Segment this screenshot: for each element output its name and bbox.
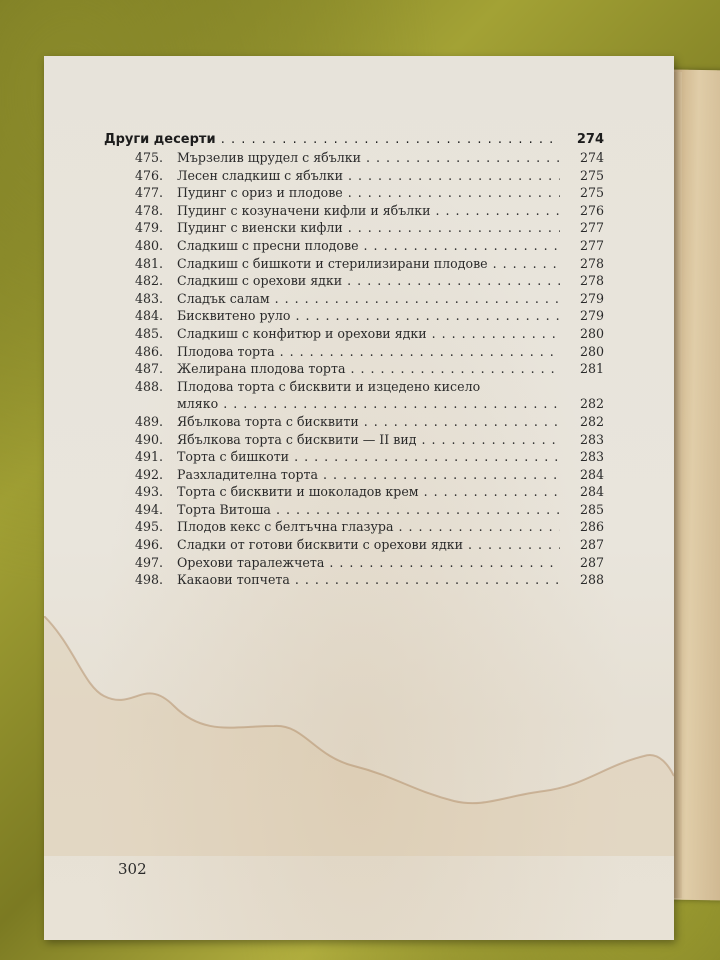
entry-page: 283: [579, 431, 604, 447]
entry-title: Лесен сладкиш с ябълки . . .: [177, 168, 560, 183]
entry-page: 284: [579, 484, 604, 500]
entry-page: 282: [579, 396, 604, 412]
toc-entry: [104, 361, 604, 379]
entry-number: 476.: [135, 167, 164, 183]
toc-entry: [104, 344, 604, 362]
entry-page: 287: [579, 537, 604, 553]
toc-entry: [104, 449, 604, 467]
entry-page: 279: [579, 290, 604, 306]
entry-title: Пудинг с козуначени кифли и ябълки . . .: [177, 203, 560, 218]
toc-entry: [104, 168, 604, 186]
entry-number: 475.: [135, 150, 164, 165]
toc-entry: [104, 414, 604, 432]
toc-entry: [104, 467, 604, 485]
entry-title: Бисквитено руло . . .: [177, 308, 560, 323]
entry-page: 282: [579, 413, 604, 429]
toc-entry: [104, 555, 604, 573]
entry-page: 277: [579, 237, 604, 253]
section-page: 274: [576, 132, 604, 147]
toc-entry: [104, 502, 604, 520]
table-of-contents: [104, 132, 604, 590]
entry-page: 278: [579, 255, 604, 271]
entry-title: Сладкиш с пресни плодове . . .: [177, 238, 560, 253]
toc-entry: [104, 379, 604, 397]
entry-number: 478.: [135, 202, 164, 218]
entry-number: 489.: [135, 413, 164, 429]
entry-number: 480.: [135, 237, 164, 253]
water-stain: [44, 616, 674, 856]
entry-title: Сладкиш с конфитюр и орехови ядки . . .: [177, 326, 560, 341]
entry-title: Сладки от готови бисквити с орехови ядки . . .: [177, 537, 560, 552]
entry-number: 493.: [135, 484, 164, 500]
entry-number: 498.: [135, 572, 164, 588]
entry-page: 283: [579, 449, 604, 465]
toc-entry: [104, 291, 604, 309]
entry-number: 484.: [135, 308, 164, 324]
toc-entry: [104, 432, 604, 450]
toc-entry: [104, 203, 604, 221]
entry-title: Ябълкова торта с бисквити . . .: [177, 414, 560, 429]
entry-number: 488.: [135, 378, 164, 394]
entry-title: Сладък салам . . .: [177, 291, 560, 306]
toc-entry: [104, 519, 604, 537]
toc-entry: [104, 396, 604, 414]
entry-page: 287: [579, 554, 604, 570]
toc-entry: [104, 238, 604, 256]
toc-entry: [104, 308, 604, 326]
entry-page: 288: [579, 572, 604, 588]
entry-page: 274: [579, 150, 604, 165]
entry-number: 481.: [135, 255, 164, 271]
entry-number: 491.: [135, 449, 164, 465]
entry-title: Пудинг с ориз и плодове . . .: [177, 185, 560, 200]
entry-number: 495.: [135, 519, 164, 535]
toc-entry: [104, 256, 604, 274]
entry-title: Желирана плодова торта . . .: [177, 361, 560, 376]
entry-title: Пудинг с виенски кифли . . .: [177, 220, 560, 235]
entry-page: 277: [579, 220, 604, 236]
entry-page: 286: [579, 519, 604, 535]
entry-number: 494.: [135, 501, 164, 517]
entry-title: Плодов кекс с белтъчна глазура . . .: [177, 519, 560, 534]
entry-page: 285: [579, 501, 604, 517]
entry-page: 284: [579, 466, 604, 482]
entry-title: Сладкиш с орехови ядки . . .: [177, 273, 560, 288]
entry-title: Торта с бисквити и шоколадов крем . . .: [177, 484, 560, 499]
entry-page: 276: [579, 202, 604, 218]
entry-number: 492.: [135, 466, 164, 482]
book-page: [44, 56, 674, 940]
entry-title: Плодова торта . . .: [177, 344, 560, 359]
entry-page: 279: [579, 308, 604, 324]
section-title: Други десерти . . .: [104, 132, 560, 147]
toc-entry: [104, 220, 604, 238]
entry-title: Плодова торта с бисквити и изцедено кисело: [177, 378, 481, 394]
entry-title: Орехови таралежчета . . .: [177, 555, 560, 570]
entry-number: 482.: [135, 273, 164, 289]
entry-title: Торта с бишкоти . . .: [177, 449, 560, 464]
entry-page: 275: [579, 167, 604, 183]
entry-page: 280: [579, 343, 604, 359]
entry-number: 496.: [135, 537, 164, 553]
toc-entry: [104, 185, 604, 203]
entry-page: 280: [579, 325, 604, 341]
entry-title: Какаови топчета . . .: [177, 572, 560, 587]
entry-title: Разхладителна торта . . .: [177, 467, 560, 482]
entry-title: Сладкиш с бишкоти и стерилизирани плодове . . .: [177, 256, 560, 271]
entry-number: 486.: [135, 343, 164, 359]
entry-number: 497.: [135, 554, 164, 570]
entry-number: 487.: [135, 361, 164, 377]
entry-title: Ябълкова торта с бисквити — II вид . . .: [177, 432, 560, 447]
entry-number: 479.: [135, 220, 164, 236]
entry-number: 490.: [135, 431, 164, 447]
entry-title: мляко . . .: [177, 396, 560, 411]
entry-number: 483.: [135, 290, 164, 306]
toc-entry: [104, 326, 604, 344]
entry-number: 485.: [135, 325, 164, 341]
entry-page: 275: [579, 185, 604, 201]
toc-entry: [104, 150, 604, 168]
toc-entry: [104, 484, 604, 502]
toc-entry: [104, 537, 604, 555]
toc-entry: [104, 572, 604, 590]
toc-entry: [104, 273, 604, 291]
entry-number: 477.: [135, 185, 164, 201]
entry-title: Мързелив щрудел с ябълки . . .: [177, 150, 560, 165]
entry-title: Торта Витоша . . .: [177, 502, 560, 517]
entry-page: 278: [579, 273, 604, 289]
page-number: 302: [118, 860, 147, 878]
section-heading: [104, 132, 604, 150]
entry-page: 281: [579, 361, 604, 377]
